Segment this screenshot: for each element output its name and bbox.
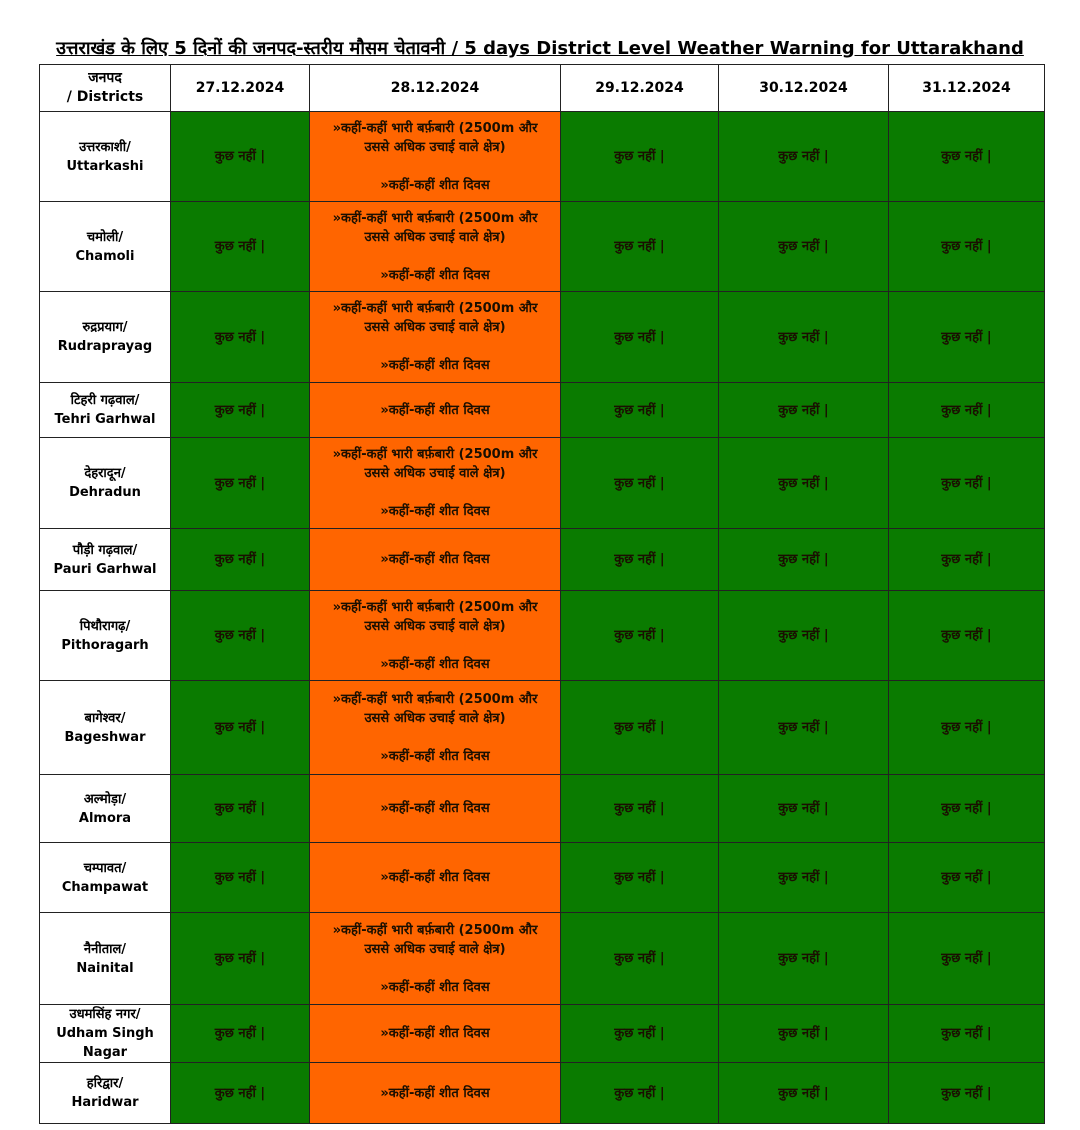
- no-warning-text: कुछ नहीं |: [778, 552, 829, 567]
- no-warning-cell: [719, 438, 889, 529]
- header-row: [40, 65, 1045, 112]
- district-column-header: [40, 65, 171, 112]
- spacer: [310, 636, 560, 655]
- no-warning-text: कुछ नहीं |: [941, 552, 992, 567]
- cold-day-warning: »कहीं-कहीं शीत दिवस: [380, 267, 490, 283]
- district-header-hi: जनपद: [88, 70, 122, 86]
- no-warning-cell: [889, 591, 1045, 681]
- district-name-hi: उधमसिंह नगर/: [69, 1007, 141, 1022]
- no-warning-text: कुछ नहीं |: [941, 628, 992, 643]
- no-warning-text: कुछ नहीं |: [778, 475, 829, 491]
- district-name-hi: पिथौरागढ़/: [79, 618, 131, 634]
- district-name-en: Nainital: [76, 960, 134, 976]
- no-warning-cell: [171, 681, 310, 775]
- no-warning-cell: [719, 1005, 889, 1063]
- spacer: [310, 959, 560, 978]
- district-cell: [40, 775, 171, 843]
- no-warning-text: कुछ नहीं |: [941, 402, 992, 418]
- cold-day-warning: »कहीं-कहीं शीत दिवस: [380, 748, 490, 764]
- no-warning-text: कुछ नहीं |: [941, 1026, 992, 1041]
- heavy-snowfall-warning: »कहीं-कहीं भारी बर्फ़बारी (2500m और: [332, 599, 538, 615]
- no-warning-text: कुछ नहीं |: [214, 475, 266, 491]
- district-name-hi: देहरादून/: [84, 466, 126, 481]
- no-warning-cell: [719, 112, 889, 202]
- no-warning-text: कुछ नहीं |: [214, 951, 266, 966]
- district-name-hi: रुद्रप्रयाग/: [82, 320, 128, 335]
- heavy-snowfall-warning-cont: उससे अधिक उचाई वाले क्षेत्र): [364, 941, 506, 957]
- warning-cell: [310, 292, 561, 383]
- heavy-snowfall-warning-cont: उससे अधिक उचाई वाले क्षेत्र): [364, 320, 506, 335]
- warning-cell: [310, 1005, 561, 1063]
- no-warning-text: कुछ नहीं |: [214, 1026, 266, 1041]
- no-warning-cell: [889, 913, 1045, 1005]
- district-name-en: Chamoli: [75, 248, 135, 264]
- no-warning-text: कुछ नहीं |: [214, 870, 266, 885]
- table-row: [40, 843, 1045, 913]
- district-name-hi: नैनीताल/: [83, 941, 127, 957]
- no-warning-cell: [889, 681, 1045, 775]
- no-warning-cell: [719, 913, 889, 1005]
- table-row: [40, 383, 1045, 438]
- no-warning-text: कुछ नहीं |: [614, 1026, 665, 1041]
- no-warning-cell: [719, 843, 889, 913]
- district-name-hi: बागेश्वर/: [84, 710, 126, 726]
- district-name-hi: हरिद्वार/: [86, 1076, 124, 1091]
- spacer: [310, 483, 560, 502]
- no-warning-cell: [719, 529, 889, 591]
- warning-cell: [310, 1063, 561, 1124]
- warning-cell: [310, 681, 561, 775]
- district-cell: [40, 1005, 171, 1063]
- no-warning-cell: [561, 681, 719, 775]
- cold-day-warning: »कहीं-कहीं शीत दिवस: [380, 979, 490, 995]
- heavy-snowfall-warning-cont: उससे अधिक उचाई वाले क्षेत्र): [364, 710, 506, 726]
- no-warning-cell: [561, 202, 719, 292]
- district-cell: [40, 438, 171, 529]
- no-warning-cell: [561, 438, 719, 529]
- no-warning-text: कुछ नहीं |: [214, 720, 266, 735]
- no-warning-cell: [171, 775, 310, 843]
- no-warning-cell: [561, 591, 719, 681]
- cold-day-warning: »कहीं-कहीं शीत दिवस: [380, 656, 490, 672]
- warning-cell: [310, 843, 561, 913]
- cold-day-warning: »कहीं-कहीं शीत दिवस: [380, 402, 490, 418]
- no-warning-text: कुछ नहीं |: [214, 402, 266, 418]
- district-name-en: Rudraprayag: [57, 339, 153, 354]
- no-warning-text: कुछ नहीं |: [614, 951, 665, 966]
- heavy-snowfall-warning: »कहीं-कहीं भारी बर्फ़बारी (2500m और: [332, 210, 538, 226]
- cold-day-warning: »कहीं-कहीं शीत दिवस: [380, 870, 490, 885]
- district-name-hi: टिहरी गढ़वाल/: [70, 393, 140, 408]
- table-row: [40, 913, 1045, 1005]
- no-warning-cell: [889, 1005, 1045, 1063]
- district-name-hi: उत्तरकाशी/: [79, 139, 131, 155]
- no-warning-cell: [171, 438, 310, 529]
- no-warning-text: कुछ नहीं |: [614, 475, 665, 491]
- warning-cell: [310, 775, 561, 843]
- no-warning-text: कुछ नहीं |: [778, 239, 829, 254]
- no-warning-text: कुछ नहीं |: [214, 149, 266, 164]
- cold-day-warning: »कहीं-कहीं शीत दिवस: [380, 1026, 490, 1041]
- no-warning-text: कुछ नहीं |: [214, 552, 266, 567]
- no-warning-text: कुछ नहीं |: [614, 329, 665, 345]
- no-warning-text: कुछ नहीं |: [778, 1085, 829, 1101]
- no-warning-text: कुछ नहीं |: [778, 402, 829, 418]
- no-warning-cell: [171, 529, 310, 591]
- heavy-snowfall-warning-cont: उससे अधिक उचाई वाले क्षेत्र): [364, 229, 506, 245]
- district-name-en: Haridwar: [71, 1095, 139, 1110]
- date-header: 27.12.2024: [171, 65, 310, 112]
- no-warning-text: कुछ नहीं |: [778, 1026, 829, 1041]
- no-warning-text: कुछ नहीं |: [614, 552, 665, 567]
- heavy-snowfall-warning-cont: उससे अधिक उचाई वाले क्षेत्र): [364, 618, 506, 634]
- table-row: [40, 1005, 1045, 1063]
- district-header-en: / Districts: [66, 89, 144, 105]
- no-warning-cell: [561, 292, 719, 383]
- district-cell: [40, 591, 171, 681]
- no-warning-text: कुछ नहीं |: [214, 628, 266, 643]
- no-warning-text: कुछ नहीं |: [614, 149, 665, 164]
- spacer: [310, 157, 560, 176]
- heavy-snowfall-warning: »कहीं-कहीं भारी बर्फ़बारी (2500m और: [332, 301, 538, 316]
- no-warning-text: कुछ नहीं |: [614, 1085, 665, 1101]
- warning-cell: [310, 913, 561, 1005]
- district-cell: [40, 292, 171, 383]
- table-row: [40, 591, 1045, 681]
- no-warning-text: कुछ नहीं |: [778, 628, 829, 643]
- no-warning-cell: [719, 383, 889, 438]
- district-name-en: Bageshwar: [64, 729, 146, 745]
- spacer: [310, 337, 560, 356]
- spacer: [310, 247, 560, 266]
- no-warning-text: कुछ नहीं |: [214, 329, 266, 345]
- district-cell: [40, 843, 171, 913]
- no-warning-text: कुछ नहीं |: [941, 149, 992, 164]
- no-warning-text: कुछ नहीं |: [214, 1085, 266, 1101]
- no-warning-cell: [719, 681, 889, 775]
- no-warning-cell: [171, 112, 310, 202]
- table-row: [40, 775, 1045, 843]
- no-warning-cell: [171, 383, 310, 438]
- table-row: [40, 681, 1045, 775]
- cold-day-warning: »कहीं-कहीं शीत दिवस: [380, 552, 490, 567]
- cold-day-warning: »कहीं-कहीं शीत दिवस: [380, 177, 490, 193]
- no-warning-cell: [719, 202, 889, 292]
- heavy-snowfall-warning-cont: उससे अधिक उचाई वाले क्षेत्र): [364, 139, 506, 155]
- no-warning-text: कुछ नहीं |: [614, 628, 665, 643]
- no-warning-text: कुछ नहीं |: [941, 870, 992, 885]
- table-row: [40, 292, 1045, 383]
- cold-day-warning: »कहीं-कहीं शीत दिवस: [380, 1085, 490, 1101]
- district-cell: [40, 383, 171, 438]
- district-cell: [40, 681, 171, 775]
- table-row: [40, 202, 1045, 292]
- heavy-snowfall-warning: »कहीं-कहीं भारी बर्फ़बारी (2500m और: [332, 691, 538, 707]
- no-warning-text: कुछ नहीं |: [778, 870, 829, 885]
- no-warning-cell: [719, 1063, 889, 1124]
- warning-cell: [310, 383, 561, 438]
- no-warning-cell: [561, 112, 719, 202]
- no-warning-text: कुछ नहीं |: [614, 720, 665, 735]
- no-warning-cell: [171, 913, 310, 1005]
- no-warning-cell: [889, 843, 1045, 913]
- date-header: 31.12.2024: [889, 65, 1045, 112]
- district-name-en: Almora: [78, 810, 132, 826]
- district-name-hi: पौड़ी गढ़वाल/: [72, 542, 138, 558]
- heavy-snowfall-warning-cont: उससे अधिक उचाई वाले क्षेत्र): [364, 466, 506, 481]
- no-warning-cell: [561, 1005, 719, 1063]
- no-warning-cell: [561, 775, 719, 843]
- no-warning-cell: [561, 383, 719, 438]
- no-warning-text: कुछ नहीं |: [614, 239, 665, 254]
- date-header: 29.12.2024: [561, 65, 719, 112]
- warning-cell: [310, 112, 561, 202]
- district-name-en: Udham Singh Nagar: [56, 1026, 154, 1060]
- no-warning-text: कुछ नहीं |: [778, 951, 829, 966]
- district-cell: [40, 1063, 171, 1124]
- table-row: [40, 112, 1045, 202]
- no-warning-cell: [889, 438, 1045, 529]
- no-warning-text: कुछ नहीं |: [778, 149, 829, 164]
- cold-day-warning: »कहीं-कहीं शीत दिवस: [380, 504, 490, 519]
- warning-cell: [310, 202, 561, 292]
- no-warning-cell: [889, 529, 1045, 591]
- no-warning-text: कुछ नहीं |: [941, 239, 992, 254]
- date-header: 28.12.2024: [310, 65, 561, 112]
- no-warning-cell: [889, 383, 1045, 438]
- no-warning-text: कुछ नहीं |: [778, 801, 829, 816]
- no-warning-text: कुछ नहीं |: [941, 475, 992, 491]
- no-warning-cell: [889, 775, 1045, 843]
- no-warning-cell: [171, 843, 310, 913]
- table-row: [40, 438, 1045, 529]
- no-warning-text: कुछ नहीं |: [941, 720, 992, 735]
- table-row: [40, 529, 1045, 591]
- district-cell: [40, 529, 171, 591]
- no-warning-cell: [561, 1063, 719, 1124]
- no-warning-text: कुछ नहीं |: [941, 801, 992, 816]
- district-cell: [40, 913, 171, 1005]
- no-warning-cell: [889, 292, 1045, 383]
- no-warning-text: कुछ नहीं |: [214, 239, 266, 254]
- heavy-snowfall-warning: »कहीं-कहीं भारी बर्फ़बारी (2500m और: [332, 447, 538, 462]
- no-warning-cell: [171, 202, 310, 292]
- warning-cell: [310, 529, 561, 591]
- district-name-en: Champawat: [61, 879, 149, 895]
- district-cell: [40, 112, 171, 202]
- table-row: [40, 1063, 1045, 1124]
- date-header: 30.12.2024: [719, 65, 889, 112]
- spacer: [310, 728, 560, 747]
- no-warning-text: कुछ नहीं |: [941, 1085, 992, 1101]
- warning-table: [39, 64, 1045, 1124]
- district-name-en: Uttarkashi: [66, 158, 144, 174]
- no-warning-cell: [171, 1005, 310, 1063]
- page-title: उत्तराखंड के लिए 5 दिनों की जनपद-स्तरीय मौसम चेतावनी / 5 days District Level Weather Warning for Uttarakhand: [56, 38, 1024, 59]
- no-warning-cell: [889, 1063, 1045, 1124]
- warning-cell: [310, 591, 561, 681]
- no-warning-text: कुछ नहीं |: [941, 329, 992, 345]
- no-warning-cell: [719, 775, 889, 843]
- district-name-hi: चमोली/: [86, 229, 124, 245]
- no-warning-cell: [561, 843, 719, 913]
- warning-cell: [310, 438, 561, 529]
- no-warning-text: कुछ नहीं |: [941, 951, 992, 966]
- no-warning-text: कुछ नहीं |: [614, 402, 665, 418]
- district-name-en: Pauri Garhwal: [53, 561, 157, 577]
- no-warning-cell: [719, 292, 889, 383]
- no-warning-text: कुछ नहीं |: [614, 870, 665, 885]
- no-warning-cell: [889, 112, 1045, 202]
- no-warning-text: कुछ नहीं |: [778, 329, 829, 345]
- no-warning-text: कुछ नहीं |: [214, 801, 266, 816]
- no-warning-text: कुछ नहीं |: [778, 720, 829, 735]
- no-warning-cell: [171, 1063, 310, 1124]
- no-warning-cell: [561, 913, 719, 1005]
- no-warning-cell: [889, 202, 1045, 292]
- no-warning-cell: [171, 591, 310, 681]
- district-cell: [40, 202, 171, 292]
- no-warning-cell: [171, 292, 310, 383]
- district-name-en: Tehri Garhwal: [54, 412, 156, 427]
- cold-day-warning: »कहीं-कहीं शीत दिवस: [380, 801, 490, 816]
- district-name-hi: अल्मोड़ा/: [83, 791, 127, 807]
- district-name-hi: चम्पावत/: [83, 860, 127, 876]
- no-warning-cell: [561, 529, 719, 591]
- heavy-snowfall-warning: »कहीं-कहीं भारी बर्फ़बारी (2500m और: [332, 120, 538, 136]
- district-name-en: Dehradun: [69, 485, 141, 500]
- heavy-snowfall-warning: »कहीं-कहीं भारी बर्फ़बारी (2500m और: [332, 922, 538, 938]
- no-warning-text: कुछ नहीं |: [614, 801, 665, 816]
- district-name-en: Pithoragarh: [61, 637, 149, 653]
- cold-day-warning: »कहीं-कहीं शीत दिवस: [380, 358, 490, 373]
- no-warning-cell: [719, 591, 889, 681]
